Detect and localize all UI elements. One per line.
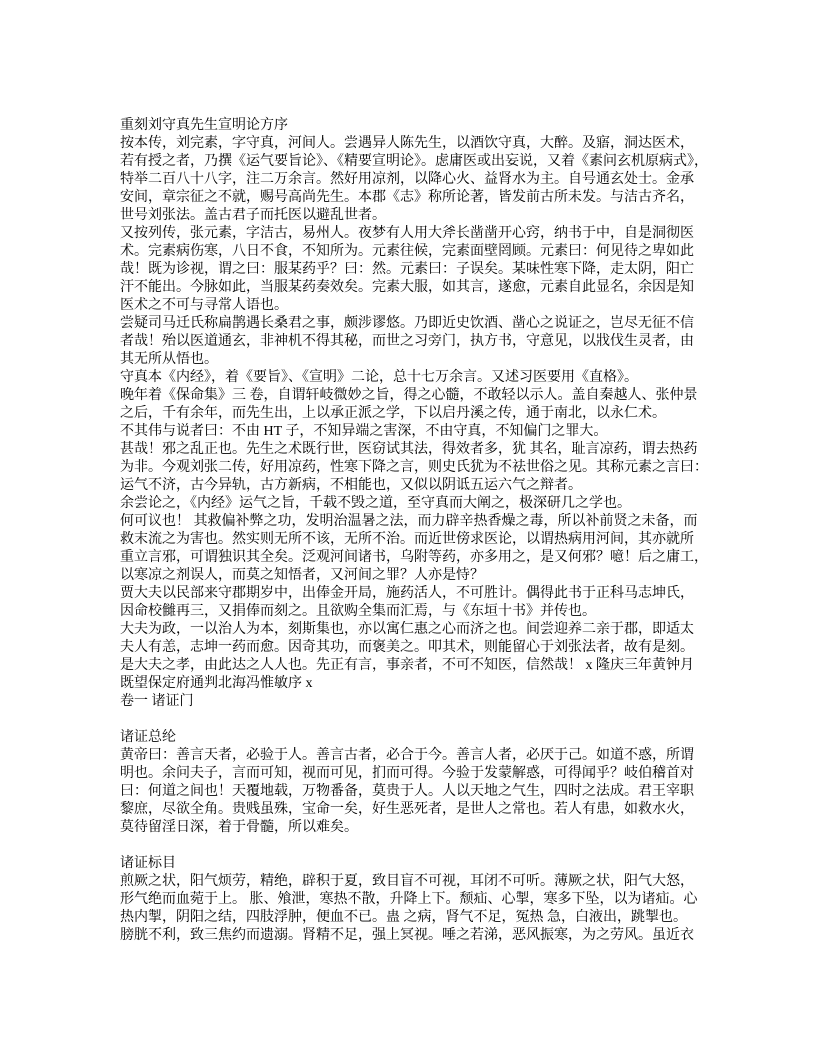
text-line: 余尝论之，《内经》运气之旨，千载不毁之道，至守真而大阐之，极深研几之学也。 [120,496,631,511]
text-line: 黄帝曰：善言天者，必验于人。善言古者，必合于今。善言人者，必厌于己。如道不惑，所谓 [120,748,694,763]
section-heading-zhuzheng-zonglun: 诸证总纶 [120,730,176,745]
text-line: 尝疑司马迁氏称扁鹊遇长桑君之事，颇涉谬悠。乃即近史饮酒、凿心之说证之，岂尽无征不信 [120,316,694,331]
section-heading-zhuzheng-biaomu: 诸证标目 [120,856,176,871]
text-line: 汗不能出。今脉如此，当服某药奏效矣。完素大服，如其言，遂愈，元素自此显名，余因是知 [120,280,694,295]
text-line: 哉！既为诊视，谓之曰：服某药乎？曰：然。元素曰：子误矣。某味性寒下降，走太阴，阳亡 [120,262,694,277]
text-line: 运气不济，古今异轨，古方新病，不相能也，又似以阴诋五运六气之辩者。 [120,478,582,493]
text-line: 夫人有恙，志坤一药而愈。因奇其功，而褒美之。叩其术，则能留心于刘张法者，故有是刻。 [120,640,694,655]
text-line: 按本传，刘完素，字守真，河间人。尝遇异人陈先生，以酒饮守真，大醉。及寤，洞达医术， [120,136,694,151]
text-line: 又按列传，张元素，字洁古，易州人。夜梦有人用大斧长凿凿开心窍，纳书于中，自是洞彻医 [120,226,694,241]
text-line: 既望保定府通判北海冯惟敏序 x [120,676,313,691]
text-line: 特举二百八十八字，注二万余言。然好用凉剂，以降心火、益肾水为主。自号通玄处士。金承 [120,172,694,187]
text-line: 热内掣，阴阳之结，四肢浮肿，便血不已。蛊 之病，肾气不足，冤热 急，白液出，跳掣也。 [120,910,687,925]
text-line: 莫待留淫日深，着于骨髓，所以难矣。 [120,820,358,835]
text-line: 因命校雠再三，又捐俸而刻之。且欲购全集而汇焉，与《东垣十书》并传也。 [120,604,596,619]
text-line: 甚哉！邪之乱正也。先生之术既行世，医窃试其法，得效者多，犹 其名，耻言凉药，谓去热药 [120,442,698,457]
page-content [120,117,706,945]
text-line: 重立言邪，可谓独识其全矣。泛观河间诸书，乌附等药，亦多用之，是又何邪？噫！后之庸工， [120,550,708,565]
text-line: 若有授之者，乃撰《运气要旨论》、《精要宣明论》。虑庸医或出妄说，又着《素问玄机原病式》， [120,154,708,169]
blank-line [120,837,706,855]
section-body-zhuzheng-zonglun [120,747,706,837]
text-line: 明也。余问夫子，言而可知，视而可见，扪而可得。今验于发蒙解惑，可得闻乎？岐伯稽首对 [120,766,694,781]
text-line: 不其伟与说者曰：不由 HT 子，不知异端之害深，不由守真，不知偏门之罪大。 [120,424,608,439]
text-line: 为非。今观刘张二传，好用凉药，性寒下降之言，则史氏犹为不祛世俗之见。其称元素之言曰： [120,460,708,475]
text-line: 是大夫之孝，由此达之人人也。先正有言，事亲者，不可不知医，信然哉！ x 隆庆三年黄钟月 [120,658,694,673]
text-line: 救末流之为害也。然实则无所不该，无所不治。而近世傍求医论，以谓热病用河间，其亦就所 [120,532,694,547]
text-line: 守真本《内经》，着《要旨》、《宣明》二论，总十七万余言。又述习医要用《直格》。 [120,370,638,385]
text-line: 何可议也！ 其救偏补弊之功，发明治温暑之法，而力辟辛热香燥之毒，所以补前贤之未备，而 [120,514,698,529]
text-line: 膀胱不利，致三焦约而遗溺。肾精不足，强上冥视。唾之若涕，恶风振寒，为之劳风。虽近衣 [120,928,694,943]
text-line: 以寒凉之剂误人，而莫之知悟者，又河间之罪？人亦是恃？ [120,568,484,583]
text-line: 大夫为政，一以治人为本，刻斯集也，亦以寓仁惠之心而济之也。间尝迎养二亲于郡，即适太 [120,622,694,637]
text-line: 世号刘张法。盖古君子而托医以避乱世者。 [120,208,386,223]
text-line: 术。完素病伤寒，八日不食，不知所为。元素往候，完素面壁罔顾。元素曰：何见待之卑如此 [120,244,694,259]
text-line: 黎庶，尽欲全角。贵贱虽殊，宝命一矣，好生恶死者，是世人之常也。若人有患，如救水火， [120,802,694,817]
text-line: 其无所从悟也。 [120,352,218,367]
preface-title: 重刻刘守真先生宣明论方序 [120,118,288,133]
text-line: 形气绝而血菀于上。 胀、飧泄，寒热不散，升降上下。颓疝、心掣，寒多下坠，以为诸疝。心 [120,892,698,907]
text-line: 晚年着《保命集》三 卷，自谓轩岐微妙之旨，得之心髓，不敢轻以示人。盖自秦越人、张仲景 [120,388,698,403]
text-line: 安间，章宗征之不就，赐号高尚先生。本郡《志》称所论著，皆发前古所未发。与洁古齐名， [120,190,694,205]
text-line: 医术之不可与寻常人语也。 [120,298,288,313]
preface-body [120,135,706,693]
volume-heading: 卷一 诸证门 [120,694,194,709]
blank-line [120,711,706,729]
section-body-zhuzheng-biaomu [120,873,706,945]
text-line: 贾大夫以民部来守郡期岁中，出俸金开局，施药活人，不可胜计。偶得此书于正科马志坤氏， [120,586,694,601]
text-line: 曰：何道之间也！天覆地载，万物番备，莫贵于人。人以天地之气生，四时之法成。君王宰职 [120,784,694,799]
text-line: 者哉！殆以医道通玄，非神机不得其秘，而世之习旁门，执方书，守意见，以戕伐生灵者，由 [120,334,694,349]
text-line: 煎厥之状，阳气烦劳，精绝，辟积于夏，致目盲不可视，耳闭不可听。薄厥之状，阳气大怒， [120,874,694,889]
text-line: 之后，千有余年，而先生出，上以承正派之学，下以启丹溪之传，通于南北，以永仁术。 [120,406,666,421]
